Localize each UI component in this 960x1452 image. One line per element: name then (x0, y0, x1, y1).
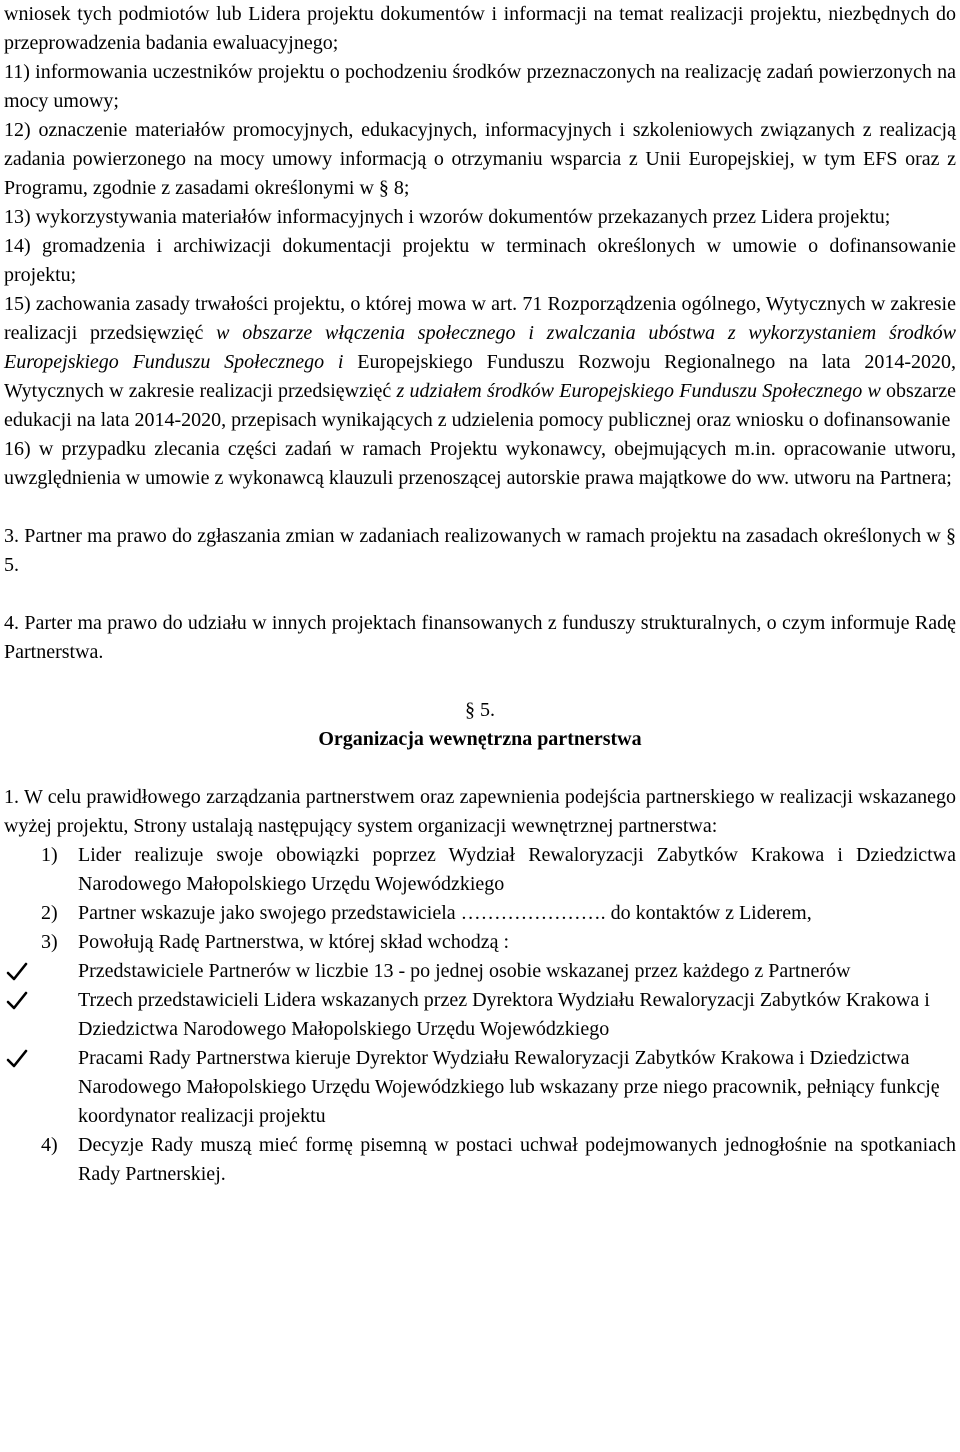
spacer (4, 667, 956, 696)
point-4: 4. Parter ma prawo do udziału w innych projektach finansowanych z funduszy strukturalnych, o czym informuje Radę Partnerstwa. (4, 612, 956, 663)
checkmark-text: Pracami Rady Partnerstwa kieruje Dyrektor Wydziału Rewaloryzacji Zabytków Krakowa i Dziedzictwa Narodowego Małopolskiego Urzędu Wojewódzkiego lub wskazany prze niego pracownik, pełniący funkcję koordynator realizacji projektu (78, 1047, 940, 1127)
checkmark-icon (6, 1044, 28, 1069)
checkmark-text: Trzech przedstawicieli Lidera wskazanych przez Dyrektora Wydziału Rewaloryzacji Zabytków Krakowa i Dziedzictwa Narodowego Małopolskiego Urzędu Wojewódzkiego (78, 989, 930, 1040)
list-item-11: 11) informowania uczestników projektu o pochodzeniu środków przeznaczonych na realizację zadań powierzonych na mocy umowy; (4, 61, 956, 112)
list-text: Decyzje Rady muszą mieć formę pisemną w postaci uchwał podejmowanych jednogłośnie na spotkaniach Rady Partnerskiej. (78, 1134, 956, 1185)
ordered-list-item (4, 899, 956, 928)
list-number: 1) (41, 844, 58, 866)
ordered-list (4, 841, 956, 957)
checkmark-list-item (4, 986, 956, 1044)
list-item-15-part-e: obszarze edukacji na lata 2014-2020, przepisach wynikających z udzielenia pomocy publicznej oraz wniosku o dofinansowanie (4, 380, 956, 431)
point-3: 3. Partner ma prawo do zgłaszania zmian w zadaniach realizowanych w ramach projektu na zasadach określonych w § 5. (4, 525, 956, 576)
ordered-list-item (4, 928, 956, 957)
ordered-list-item (4, 1131, 956, 1189)
ordered-list-continued (4, 1131, 956, 1189)
list-item-15 (4, 290, 956, 435)
list-item-16: 16) w przypadku zlecania części zadań w ramach Projektu wykonawcy, obejmujących m.in. opracowanie utworu, uwzględnienia w umowie z wykonawcą klauzuli przenoszącej autorskie prawa majątkowe do ww. utworu na Partnera; (4, 438, 956, 489)
list-item-15-part-a: 15) zachowania zasady trwałości projektu, o której mowa w art. 71 Rozporządzenia ogólnego, Wytycznych w zakresie realizacji przedsięwzięć (4, 293, 956, 344)
spacer (4, 754, 956, 783)
checkmark-list (4, 957, 956, 1131)
checkmark-list-item (4, 957, 956, 986)
spacer (4, 493, 956, 522)
paragraph-continuation: wniosek tych podmiotów lub Lidera projektu dokumentów i informacji na temat realizacji projektu, niezbędnych do przeprowadzenia badania ewaluacyjnego; (4, 3, 956, 54)
list-item-15-part-b: w obszarze włączenia społecznego i zwalczania ubóstwa z wykorzystaniem środków Europejskiego Funduszu Społecznego i (4, 322, 956, 373)
list-text: Lider realizuje swoje obowiązki poprzez Wydział Rewaloryzacji Zabytków Krakowa i Dziedzictwa Narodowego Małopolskiego Urzędu Wojewódzkiego (78, 844, 956, 895)
section-title: Organizacja wewnętrzna partnerstwa (318, 728, 642, 750)
list-text: Powołują Radę Partnerstwa, w której skład wchodzą : (78, 931, 510, 953)
checkmark-icon (6, 957, 28, 982)
list-item-12: 12) oznaczenie materiałów promocyjnych, edukacyjnych, informacyjnych i szkoleniowych związanych z realizacją zadania powierzonego na mocy umowy informacją o otrzymaniu wsparcia z Unii Europejskiej, w tym EFS oraz z Programu, zgodnie z zasadami określonymi w § 8; (4, 119, 956, 199)
section-number: § 5. (465, 699, 495, 721)
list-item-14: 14) gromadzenia i archiwizacji dokumentacji projektu w terminach określonych w umowie o dofinansowanie projektu; (4, 235, 956, 286)
list-number: 3) (41, 931, 58, 953)
list-item-15-part-d: z udziałem środków Europejskiego Funduszu Społecznego w (396, 380, 881, 402)
checkmark-text: Przedstawiciele Partnerów w liczbie 13 - po jednej osobie wskazanej przez każdego z Partnerów (78, 960, 851, 982)
spacer (4, 580, 956, 609)
ordered-list-item (4, 841, 956, 899)
checkmark-icon (6, 986, 28, 1011)
list-item-15-part-c: Europejskiego Funduszu Rozwoju Regionalnego na lata 2014-2020, Wytycznych w zakresie realizacji przedsięwzięć (4, 351, 956, 402)
list-text: Partner wskazuje jako swojego przedstawiciela …………………. do kontaktów z Liderem, (78, 902, 812, 924)
list-number: 4) (41, 1134, 58, 1156)
list-number: 2) (41, 902, 58, 924)
checkmark-list-item (4, 1044, 956, 1131)
intro-paragraph: 1. W celu prawidłowego zarządzania partnerstwem oraz zapewnienia podejścia partnerskiego w realizacji wskazanego wyżej projektu, Strony ustalają następujący system organizacji wewnętrznej partnerstwa: (4, 786, 956, 837)
list-item-13: 13) wykorzystywania materiałów informacyjnych i wzorów dokumentów przekazanych przez Lidera projektu; (4, 206, 891, 228)
